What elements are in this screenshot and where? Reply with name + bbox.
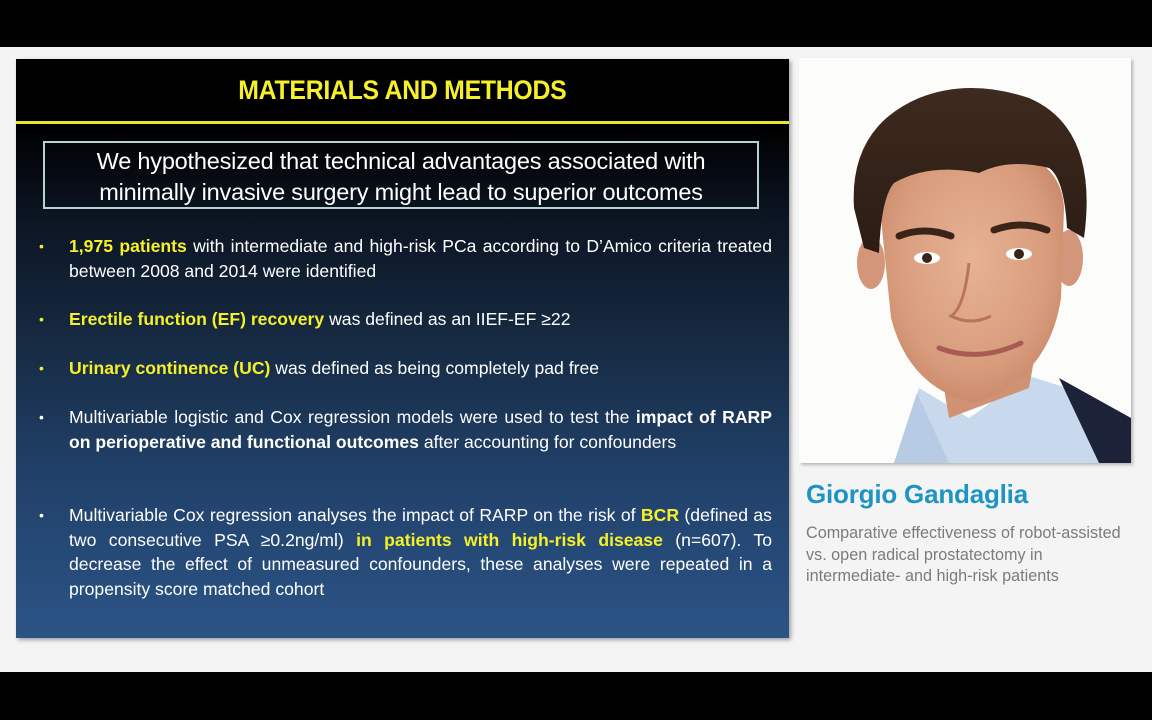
talk-title: Comparative effectiveness of robot-assisted vs. open radical prostatectomy in intermediate- and high-risk patients bbox=[806, 524, 1121, 585]
bold-text: impact of RARP on perioperative and functional outcomes bbox=[69, 407, 772, 452]
speaker-name: Giorgio Gandaglia bbox=[806, 479, 1028, 509]
highlight-text: in patients with high-risk disease bbox=[356, 529, 663, 550]
slide-header bbox=[16, 59, 789, 121]
highlight-text: Urinary continence (UC) bbox=[69, 358, 271, 378]
slide-title: MATERIALS AND METHODS bbox=[238, 74, 567, 105]
bullet-text: 1,975 patients with intermediate and high-risk PCa according to D’Amico criteria treated between 2008 and 2014 were identified bbox=[69, 236, 772, 281]
bullet-dot-icon: • bbox=[39, 360, 44, 376]
title-divider bbox=[16, 121, 789, 124]
bullet-text: Erectile function (EF) recovery was defined as an IIEF-EF ≥22 bbox=[69, 309, 571, 329]
presentation-stage bbox=[0, 47, 1152, 672]
bullet-dot-icon: • bbox=[39, 507, 44, 523]
hypothesis-line-1: We hypothesized that technical advantages associated with bbox=[96, 148, 706, 174]
hypothesis-line-2: minimally invasive surgery might lead to superior outcomes bbox=[99, 179, 703, 205]
speaker-portrait-icon bbox=[799, 58, 1131, 463]
highlight-text: BCR bbox=[640, 505, 680, 525]
bullet-text: Urinary continence (UC) was defined as being completely pad free bbox=[69, 358, 600, 378]
bullet-dot-icon: • bbox=[39, 311, 44, 327]
bullet-dot-icon: • bbox=[39, 238, 44, 254]
highlight-text: 1,975 patients bbox=[69, 236, 187, 256]
bullet-dot-icon: • bbox=[39, 409, 44, 425]
bullet-text: Multivariable Cox regression analyses the impact of RARP on the risk of BCR (defined as two consecutive PSA ≥0.2ng/ml) in patients with high-risk disease (n=607). To decrease the effect of unmeasured confounders, these analyses were repeated in a propensity score matched cohort bbox=[69, 505, 772, 599]
speaker-photo bbox=[799, 58, 1131, 463]
slide-panel bbox=[16, 59, 789, 638]
bullet-text: Multivariable logistic and Cox regression models were used to test the impact of RARP on perioperative and functional outcomes after accounting for confounders bbox=[69, 407, 772, 452]
hypothesis-box bbox=[43, 141, 759, 209]
highlight-text: Erectile function (EF) recovery bbox=[69, 309, 325, 329]
